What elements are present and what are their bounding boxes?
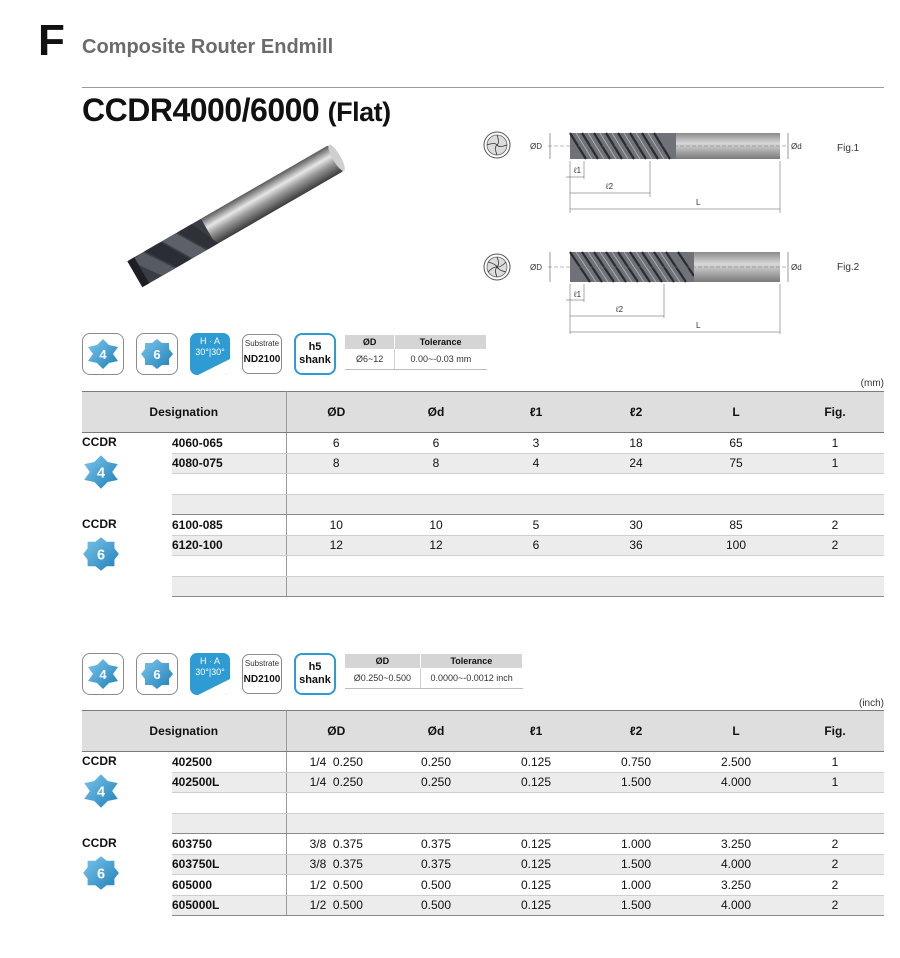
figure-2-drawing bbox=[478, 240, 858, 335]
cell-D: 1/4 0.250 bbox=[286, 772, 386, 793]
cell-l1: 0.125 bbox=[486, 772, 586, 793]
cell-l1: 6 bbox=[486, 535, 586, 556]
cell-l2: 0.750 bbox=[586, 752, 686, 773]
svg-text:4: 4 bbox=[96, 465, 106, 482]
cell-L: 3.250 bbox=[686, 875, 786, 896]
substrate-badge bbox=[242, 654, 282, 694]
svg-text:6: 6 bbox=[153, 667, 161, 682]
col-fig: Fig. bbox=[786, 711, 884, 752]
shank-label: shank bbox=[299, 354, 331, 366]
designation-code: 603750L bbox=[172, 854, 286, 875]
group-cell bbox=[82, 515, 172, 597]
flute6-icon bbox=[82, 535, 120, 573]
group-name: CCDR bbox=[82, 435, 117, 449]
cell-l1: 0.125 bbox=[486, 895, 586, 916]
cell-L: 65 bbox=[686, 433, 786, 454]
cell-d: 12 bbox=[386, 535, 486, 556]
helix-angle-label: H · A bbox=[199, 336, 220, 346]
cell-l1 bbox=[486, 793, 586, 814]
fig2-label: Fig.2 bbox=[837, 262, 860, 273]
table-row bbox=[82, 834, 884, 855]
cell-fig bbox=[786, 576, 884, 597]
substrate-value: ND2100 bbox=[243, 354, 281, 365]
table-row bbox=[82, 895, 884, 916]
product-title bbox=[82, 92, 391, 129]
table-row bbox=[82, 535, 884, 556]
cell-D: 1/2 0.500 bbox=[286, 875, 386, 896]
group-name: CCDR bbox=[82, 835, 117, 850]
flute4-icon bbox=[86, 657, 120, 691]
figure-2 bbox=[478, 240, 858, 335]
cell-l1 bbox=[486, 474, 586, 495]
table-row bbox=[82, 752, 884, 773]
fig2-dim-l2: ℓ2 bbox=[616, 305, 624, 314]
designation-code: 605000L bbox=[172, 895, 286, 916]
cell-d: 6 bbox=[386, 433, 486, 454]
cell-l1 bbox=[486, 576, 586, 597]
table-row bbox=[82, 875, 884, 896]
substrate-label: Substrate bbox=[244, 339, 280, 348]
svg-text:4: 4 bbox=[99, 667, 107, 682]
designation-code bbox=[172, 813, 286, 834]
fig2-dim-d: Ød bbox=[791, 263, 802, 272]
cell-d: 0.375 bbox=[386, 834, 486, 855]
cell-l1 bbox=[486, 813, 586, 834]
designation-code bbox=[172, 556, 286, 577]
col-l1: ℓ1 bbox=[486, 392, 586, 433]
table-row bbox=[82, 793, 884, 814]
product-title-main: CCDR4000/6000 bbox=[82, 92, 320, 128]
cell-fig: 1 bbox=[786, 752, 884, 773]
group-cell bbox=[82, 752, 172, 834]
fig1-dim-l2: ℓ2 bbox=[606, 182, 614, 191]
cell-D: 12 bbox=[286, 535, 386, 556]
cell-l1: 0.125 bbox=[486, 875, 586, 896]
cell-D bbox=[286, 793, 386, 814]
cell-fig: 1 bbox=[786, 453, 884, 474]
table-row bbox=[82, 515, 884, 536]
cell-d: 0.500 bbox=[386, 875, 486, 896]
tol-col-tolerance: Tolerance bbox=[395, 335, 487, 349]
cell-d: 0.250 bbox=[386, 752, 486, 773]
col-fig: Fig. bbox=[786, 392, 884, 433]
h5-label: h5 bbox=[308, 661, 322, 673]
cell-fig: 2 bbox=[786, 535, 884, 556]
cell-l1: 0.125 bbox=[486, 834, 586, 855]
flute4-icon bbox=[82, 453, 120, 491]
flute4-badge bbox=[82, 653, 124, 695]
metric-tolerance-table bbox=[345, 335, 487, 370]
tol-range: Ø0.250~0.500 bbox=[345, 668, 420, 688]
cell-L bbox=[686, 793, 786, 814]
cell-l2: 30 bbox=[586, 515, 686, 536]
col-l2: ℓ2 bbox=[586, 392, 686, 433]
table-row bbox=[82, 813, 884, 834]
cell-d: 0.500 bbox=[386, 895, 486, 916]
helix-angle-value: 30°|30° bbox=[195, 667, 225, 677]
flute4-badge bbox=[82, 333, 124, 375]
group-name: CCDR bbox=[82, 754, 117, 768]
table-row bbox=[82, 474, 884, 495]
col-designation: Designation bbox=[82, 711, 286, 752]
designation-code: 4080-075 bbox=[172, 453, 286, 474]
cell-d: 0.250 bbox=[386, 772, 486, 793]
figure-1 bbox=[478, 125, 858, 215]
inch-badges bbox=[82, 653, 348, 695]
cell-l2 bbox=[586, 576, 686, 597]
cell-L bbox=[686, 576, 786, 597]
cell-fig: 1 bbox=[786, 433, 884, 454]
cell-D bbox=[286, 494, 386, 515]
cell-L bbox=[686, 813, 786, 834]
col-designation: Designation bbox=[82, 392, 286, 433]
product-title-sub: (Flat) bbox=[327, 97, 391, 127]
cell-D: 3/8 0.375 bbox=[286, 854, 386, 875]
cell-L: 2.500 bbox=[686, 752, 786, 773]
cell-d bbox=[386, 793, 486, 814]
inch-spec-table bbox=[82, 710, 884, 916]
fig2-dim-l1: ℓ1 bbox=[574, 290, 582, 299]
group-name: CCDR bbox=[82, 516, 117, 531]
cell-D: 6 bbox=[286, 433, 386, 454]
helix-angle-value: 30°|30° bbox=[195, 347, 225, 357]
helix-angle-badge bbox=[190, 653, 230, 695]
flute4-icon bbox=[82, 772, 120, 810]
header-divider bbox=[82, 87, 884, 88]
cell-l2: 18 bbox=[586, 433, 686, 454]
cell-L: 75 bbox=[686, 453, 786, 474]
tol-value: 0.00~-0.03 mm bbox=[395, 349, 487, 369]
metric-badges bbox=[82, 333, 348, 375]
cell-L: 4.000 bbox=[686, 895, 786, 916]
endmill-photo bbox=[118, 142, 358, 292]
cell-D bbox=[286, 576, 386, 597]
cell-L: 85 bbox=[686, 515, 786, 536]
cell-l2: 1.000 bbox=[586, 834, 686, 855]
inch-rows bbox=[82, 752, 884, 916]
fig1-dim-L: L bbox=[696, 198, 701, 207]
fig1-dim-d: Ød bbox=[791, 142, 802, 151]
cell-d bbox=[386, 813, 486, 834]
svg-text:4: 4 bbox=[99, 347, 107, 362]
svg-text:6: 6 bbox=[96, 866, 106, 883]
table-row bbox=[82, 556, 884, 577]
cell-fig: 2 bbox=[786, 834, 884, 855]
designation-code bbox=[172, 576, 286, 597]
cell-l2: 1.000 bbox=[586, 875, 686, 896]
flute4-icon bbox=[86, 337, 120, 371]
tol-col-D: ØD bbox=[345, 335, 395, 349]
cell-l2 bbox=[586, 793, 686, 814]
cell-fig: 2 bbox=[786, 854, 884, 875]
cell-d: 8 bbox=[386, 453, 486, 474]
flute6-icon bbox=[82, 854, 120, 892]
cell-L: 3.250 bbox=[686, 834, 786, 855]
cell-l2 bbox=[586, 813, 686, 834]
helix-angle-icon bbox=[198, 359, 230, 375]
helix-angle-label: H · A bbox=[199, 656, 220, 666]
group-cell bbox=[82, 834, 172, 916]
cell-D bbox=[286, 813, 386, 834]
col-D: ØD bbox=[286, 711, 386, 752]
col-L: L bbox=[686, 711, 786, 752]
table-row bbox=[82, 772, 884, 793]
col-D: ØD bbox=[286, 392, 386, 433]
designation-code: 605000 bbox=[172, 875, 286, 896]
substrate-label: Substrate bbox=[244, 659, 280, 668]
col-d: Ød bbox=[386, 711, 486, 752]
table-row bbox=[82, 854, 884, 875]
h5-shank-badge bbox=[294, 653, 336, 695]
cell-l2: 36 bbox=[586, 535, 686, 556]
group-cell bbox=[82, 433, 172, 515]
cell-fig bbox=[786, 793, 884, 814]
cell-l2 bbox=[586, 474, 686, 495]
h5-shank-badge bbox=[294, 333, 336, 375]
col-l2: ℓ2 bbox=[586, 711, 686, 752]
table-row bbox=[82, 576, 884, 597]
cell-D: 1/4 0.250 bbox=[286, 752, 386, 773]
cell-d bbox=[386, 494, 486, 515]
tol-col-tolerance: Tolerance bbox=[420, 654, 522, 668]
cell-L: 100 bbox=[686, 535, 786, 556]
cell-l2 bbox=[586, 556, 686, 577]
flute6-icon bbox=[140, 337, 174, 371]
cell-l1 bbox=[486, 556, 586, 577]
designation-code: 402500L bbox=[172, 772, 286, 793]
cell-d bbox=[386, 556, 486, 577]
cell-D: 8 bbox=[286, 453, 386, 474]
designation-code bbox=[172, 793, 286, 814]
cell-fig bbox=[786, 813, 884, 834]
cell-l2: 24 bbox=[586, 453, 686, 474]
designation-code: 603750 bbox=[172, 834, 286, 855]
cell-fig bbox=[786, 556, 884, 577]
cell-D bbox=[286, 556, 386, 577]
col-L: L bbox=[686, 392, 786, 433]
cell-D: 1/2 0.500 bbox=[286, 895, 386, 916]
metric-spec-table bbox=[82, 391, 884, 597]
svg-text:6: 6 bbox=[96, 547, 106, 564]
cell-l2: 1.500 bbox=[586, 772, 686, 793]
cell-l1: 4 bbox=[486, 453, 586, 474]
cell-l2: 1.500 bbox=[586, 895, 686, 916]
flute6-badge bbox=[136, 333, 178, 375]
tol-range: Ø6~12 bbox=[345, 349, 395, 369]
metric-rows bbox=[82, 433, 884, 597]
designation-code: 402500 bbox=[172, 752, 286, 773]
svg-text:6: 6 bbox=[153, 347, 161, 362]
tol-value: 0.0000~-0.0012 inch bbox=[420, 668, 522, 688]
section-title: Composite Router Endmill bbox=[82, 36, 334, 58]
cell-D bbox=[286, 474, 386, 495]
substrate-value: ND2100 bbox=[243, 674, 281, 685]
cell-l1: 3 bbox=[486, 433, 586, 454]
table-row bbox=[82, 433, 884, 454]
col-d: Ød bbox=[386, 392, 486, 433]
cell-fig bbox=[786, 494, 884, 515]
fig2-dim-D: ØD bbox=[530, 263, 542, 272]
cell-fig bbox=[786, 474, 884, 495]
helix-angle-badge bbox=[190, 333, 230, 375]
cell-l2 bbox=[586, 494, 686, 515]
designation-code: 6120-100 bbox=[172, 535, 286, 556]
cell-d bbox=[386, 474, 486, 495]
fig1-dim-l1: ℓ1 bbox=[574, 166, 582, 175]
cell-d: 0.375 bbox=[386, 854, 486, 875]
cell-L: 4.000 bbox=[686, 854, 786, 875]
fig1-label: Fig.1 bbox=[837, 143, 860, 154]
designation-code: 4060-065 bbox=[172, 433, 286, 454]
figure-1-drawing bbox=[478, 125, 858, 215]
cell-l1: 0.125 bbox=[486, 752, 586, 773]
cell-D: 3/8 0.375 bbox=[286, 834, 386, 855]
cell-l1: 0.125 bbox=[486, 854, 586, 875]
table-row bbox=[82, 453, 884, 474]
h5-label: h5 bbox=[308, 341, 322, 353]
inch-tolerance-table bbox=[345, 654, 523, 689]
substrate-badge bbox=[242, 334, 282, 374]
flute6-icon bbox=[140, 657, 174, 691]
tol-col-D: ØD bbox=[345, 654, 420, 668]
cell-fig: 2 bbox=[786, 515, 884, 536]
svg-text:4: 4 bbox=[96, 784, 106, 801]
cell-d bbox=[386, 576, 486, 597]
cell-fig: 1 bbox=[786, 772, 884, 793]
fig1-dim-D: ØD bbox=[530, 142, 542, 151]
table-row bbox=[82, 494, 884, 515]
cell-fig: 2 bbox=[786, 895, 884, 916]
fig2-dim-L: L bbox=[696, 321, 701, 330]
flute6-badge bbox=[136, 653, 178, 695]
cell-fig: 2 bbox=[786, 875, 884, 896]
designation-code bbox=[172, 474, 286, 495]
cell-L: 4.000 bbox=[686, 772, 786, 793]
cell-D: 10 bbox=[286, 515, 386, 536]
cell-L bbox=[686, 494, 786, 515]
col-l1: ℓ1 bbox=[486, 711, 586, 752]
cell-l1: 5 bbox=[486, 515, 586, 536]
cell-L bbox=[686, 474, 786, 495]
section-letter: F bbox=[38, 16, 64, 65]
helix-angle-icon bbox=[198, 679, 230, 695]
designation-code bbox=[172, 494, 286, 515]
cell-L bbox=[686, 556, 786, 577]
cell-d: 10 bbox=[386, 515, 486, 536]
cell-l2: 1.500 bbox=[586, 854, 686, 875]
designation-code: 6100-085 bbox=[172, 515, 286, 536]
shank-label: shank bbox=[299, 674, 331, 686]
cell-l1 bbox=[486, 494, 586, 515]
metric-unit: (mm) bbox=[860, 378, 884, 389]
inch-unit: (inch) bbox=[858, 698, 884, 709]
